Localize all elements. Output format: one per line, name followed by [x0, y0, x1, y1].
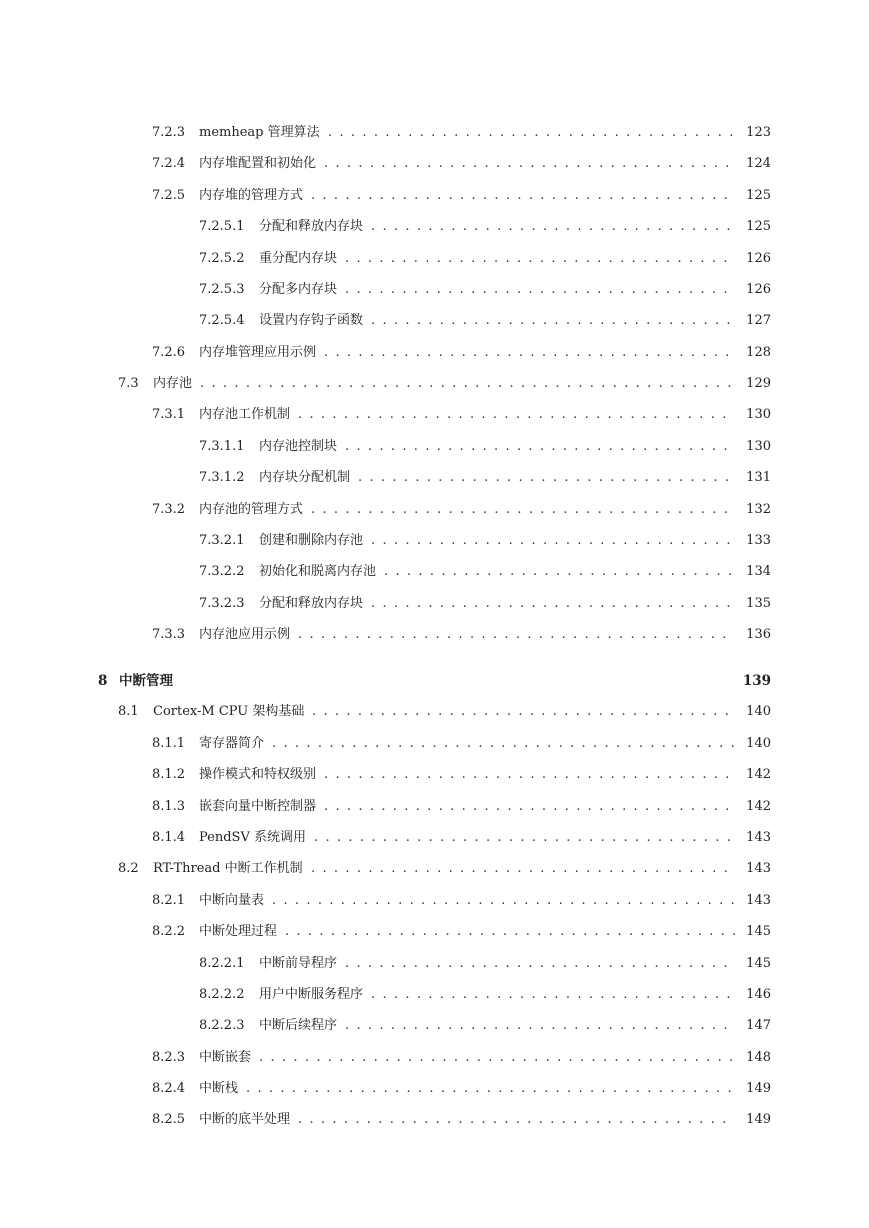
toc-entry-page-number: 130 — [746, 439, 771, 454]
toc-dot-leader — [200, 374, 735, 394]
toc-entry-number: 8.1.1 — [152, 736, 186, 751]
toc-dot-leader — [298, 1110, 735, 1130]
toc-entry-number: 7.3 — [118, 376, 139, 391]
toc-entry-page-number: 136 — [746, 627, 771, 642]
toc-dot-leader — [298, 625, 735, 645]
toc-dot-leader — [324, 797, 735, 817]
toc-entry-number: 8.2.4 — [152, 1081, 186, 1096]
toc-entry[interactable] — [0, 154, 869, 174]
toc-entry-number: 8.2.2.3 — [199, 1018, 245, 1033]
toc-entry[interactable] — [0, 468, 869, 488]
toc-entry-number: 8.2.5 — [152, 1112, 186, 1127]
toc-entry[interactable] — [0, 985, 869, 1005]
toc-entry-title: 中断的底半处理 — [199, 1112, 291, 1127]
toc-entry-number: 7.3.2.3 — [199, 596, 245, 611]
toc-entry-title: memheap 管理算法 — [199, 125, 320, 140]
toc-entry[interactable] — [0, 625, 869, 645]
toc-entry-number: 8.2.3 — [152, 1050, 186, 1065]
toc-entry-number: 8.2.2.1 — [199, 956, 245, 971]
toc-entry-title: 中断栈 — [199, 1081, 239, 1096]
toc-dot-leader — [371, 531, 735, 551]
toc-chapter-entry[interactable] — [0, 671, 869, 691]
toc-entry-number: 8.2.2.2 — [199, 987, 245, 1002]
toc-dot-leader — [371, 217, 735, 237]
toc-entry-page-number: 140 — [746, 736, 771, 751]
toc-entry-number: 8.1.4 — [152, 830, 186, 845]
toc-entry[interactable] — [0, 1079, 869, 1099]
toc-entry-page-number: 127 — [746, 313, 771, 328]
toc-entry-page-number: 123 — [746, 125, 771, 140]
toc-entry-page-number: 131 — [746, 470, 771, 485]
toc-entry-number: 7.3.1.2 — [199, 470, 245, 485]
toc-entry-number: 7.2.5.4 — [199, 313, 245, 328]
toc-entry-page-number: 142 — [746, 767, 771, 782]
toc-entry-page-number: 143 — [746, 893, 771, 908]
toc-entry[interactable] — [0, 249, 869, 269]
toc-entry[interactable] — [0, 828, 869, 848]
toc-entry[interactable] — [0, 500, 869, 520]
toc-entry-title: 内存池工作机制 — [199, 407, 291, 422]
toc-entry-title: 内存堆管理应用示例 — [199, 345, 317, 360]
toc-entry-page-number: 147 — [746, 1018, 771, 1033]
toc-entry-page-number: 124 — [746, 156, 771, 171]
toc-entry-title: 嵌套向量中断控制器 — [199, 799, 317, 814]
toc-entry-number: 7.3.2.2 — [199, 564, 245, 579]
toc-dot-leader — [311, 500, 735, 520]
toc-entry[interactable] — [0, 123, 869, 143]
toc-entry-page-number: 133 — [746, 533, 771, 548]
toc-entry-title: 用户中断服务程序 — [259, 987, 364, 1002]
toc-entry-title: 重分配内存块 — [259, 251, 338, 266]
toc-entry-page-number: 140 — [746, 704, 771, 719]
toc-dot-leader — [345, 1016, 735, 1036]
toc-dot-leader — [246, 1079, 735, 1099]
toc-entry-title: 中断管理 — [119, 673, 173, 689]
toc-entry-page-number: 132 — [746, 502, 771, 517]
toc-dot-leader — [328, 123, 735, 143]
toc-entry-title: 初始化和脱离内存池 — [259, 564, 377, 579]
toc-dot-leader — [259, 1048, 735, 1068]
toc-entry-title: 中断处理过程 — [199, 924, 278, 939]
toc-entry[interactable] — [0, 954, 869, 974]
toc-entry-title: 操作模式和特权级别 — [199, 767, 317, 782]
toc-entry-page-number: 125 — [746, 219, 771, 234]
toc-entry-page-number: 134 — [746, 564, 771, 579]
toc-dot-leader — [324, 765, 735, 785]
toc-entry-page-number: 125 — [746, 188, 771, 203]
toc-entry-page-number: 146 — [746, 987, 771, 1002]
toc-entry[interactable] — [0, 734, 869, 754]
toc-entry-page-number: 142 — [746, 799, 771, 814]
toc-entry[interactable] — [0, 859, 869, 879]
toc-entry-page-number: 145 — [746, 924, 771, 939]
toc-entry-number: 8.1 — [118, 704, 139, 719]
toc-entry[interactable] — [0, 311, 869, 331]
toc-entry[interactable] — [0, 922, 869, 942]
toc-entry-title: 创建和删除内存池 — [259, 533, 364, 548]
toc-entry-number: 7.3.2 — [152, 502, 186, 517]
toc-dot-leader — [272, 891, 735, 911]
toc-entry-title: 中断前导程序 — [259, 956, 338, 971]
toc-entry[interactable] — [0, 531, 869, 551]
toc-entry-page-number: 130 — [746, 407, 771, 422]
toc-entry[interactable] — [0, 405, 869, 425]
toc-entry-title: 内存堆配置和初始化 — [199, 156, 317, 171]
toc-dot-leader — [345, 249, 735, 269]
toc-entry-title: PendSV 系统调用 — [199, 830, 306, 845]
toc-entry[interactable] — [0, 343, 869, 363]
toc-entry-page-number: 149 — [746, 1112, 771, 1127]
toc-entry-number: 8.1.2 — [152, 767, 186, 782]
toc-entry-page-number: 143 — [746, 861, 771, 876]
toc-entry-title: 中断嵌套 — [199, 1050, 252, 1065]
toc-dot-leader — [371, 594, 735, 614]
toc-dot-leader — [384, 562, 735, 582]
toc-entry-number: 7.2.5 — [152, 188, 186, 203]
toc-entry[interactable] — [0, 891, 869, 911]
toc-entry[interactable] — [0, 765, 869, 785]
toc-entry[interactable] — [0, 280, 869, 300]
toc-entry-number: 7.2.4 — [152, 156, 186, 171]
toc-entry-title: 内存池控制块 — [259, 439, 338, 454]
toc-dot-leader — [345, 437, 735, 457]
toc-dot-leader — [324, 343, 735, 363]
toc-entry-title: 寄存器简介 — [199, 736, 265, 751]
toc-entry[interactable] — [0, 186, 869, 206]
toc-entry-title: 分配和释放内存块 — [259, 219, 364, 234]
toc-entry-number: 8.1.3 — [152, 799, 186, 814]
toc-dot-leader — [272, 734, 735, 754]
toc-entry[interactable] — [0, 594, 869, 614]
toc-entry-number: 8.2.1 — [152, 893, 186, 908]
toc-entry-number: 7.2.6 — [152, 345, 186, 360]
toc-entry-number: 7.3.1.1 — [199, 439, 245, 454]
toc-entry-number: 7.2.5.2 — [199, 251, 245, 266]
toc-entry[interactable] — [0, 1048, 869, 1068]
toc-entry-title: 内存池的管理方式 — [199, 502, 304, 517]
toc-entry[interactable] — [0, 1016, 869, 1036]
toc-entry-page-number: 143 — [746, 830, 771, 845]
toc-entry[interactable] — [0, 217, 869, 237]
toc-entry-page-number: 148 — [746, 1050, 771, 1065]
toc-dot-leader — [345, 954, 735, 974]
toc-dot-leader — [314, 828, 735, 848]
toc-entry[interactable] — [0, 1110, 869, 1130]
toc-entry-page-number: 135 — [746, 596, 771, 611]
toc-entry-title: 分配多内存块 — [259, 282, 338, 297]
toc-entry-title: 内存池 — [153, 376, 193, 391]
toc-entry-page-number: 149 — [746, 1081, 771, 1096]
toc-dot-leader — [298, 405, 735, 425]
toc-dot-leader — [312, 702, 735, 722]
toc-entry-number: 7.3.1 — [152, 407, 186, 422]
toc-entry-page-number: 145 — [746, 956, 771, 971]
toc-dot-leader — [285, 922, 735, 942]
toc-entry-title: 分配和释放内存块 — [259, 596, 364, 611]
toc-entry-page-number: 129 — [746, 376, 771, 391]
toc-dot-leader — [371, 985, 735, 1005]
toc-entry-title: 内存池应用示例 — [199, 627, 291, 642]
toc-entry-title: RT-Thread 中断工作机制 — [153, 861, 303, 876]
toc-entry-title: Cortex-M CPU 架构基础 — [153, 704, 305, 719]
toc-entry-number: 7.3.3 — [152, 627, 186, 642]
toc-entry-title: 内存堆的管理方式 — [199, 188, 304, 203]
toc-dot-leader — [311, 859, 735, 879]
toc-entry[interactable] — [0, 374, 869, 394]
toc-entry-title: 中断后续程序 — [259, 1018, 338, 1033]
toc-entry[interactable] — [0, 562, 869, 582]
toc-entry[interactable] — [0, 797, 869, 817]
toc-entry-number: 8.2.2 — [152, 924, 186, 939]
toc-entry[interactable] — [0, 702, 869, 722]
toc-entry-title: 设置内存钩子函数 — [259, 313, 364, 328]
toc-entry-number: 7.3.2.1 — [199, 533, 245, 548]
toc-dot-leader — [358, 468, 735, 488]
toc-entry-page-number: 126 — [746, 251, 771, 266]
toc-dot-leader — [311, 186, 735, 206]
toc-entry-title: 中断向量表 — [199, 893, 265, 908]
toc-dot-leader — [324, 154, 735, 174]
toc-entry-page-number: 139 — [742, 673, 771, 689]
toc-entry-title: 内存块分配机制 — [259, 470, 351, 485]
toc-entry-number: 7.2.5.3 — [199, 282, 245, 297]
toc-entry-number: 7.2.5.1 — [199, 219, 245, 234]
toc-dot-leader — [371, 311, 735, 331]
toc-entry-number: 7.2.3 — [152, 125, 186, 140]
toc-entry-number: 8 — [98, 673, 108, 689]
toc-entry-page-number: 128 — [746, 345, 771, 360]
toc-dot-leader — [345, 280, 735, 300]
toc-entry-number: 8.2 — [118, 861, 139, 876]
toc-entry[interactable] — [0, 437, 869, 457]
toc-entry-page-number: 126 — [746, 282, 771, 297]
